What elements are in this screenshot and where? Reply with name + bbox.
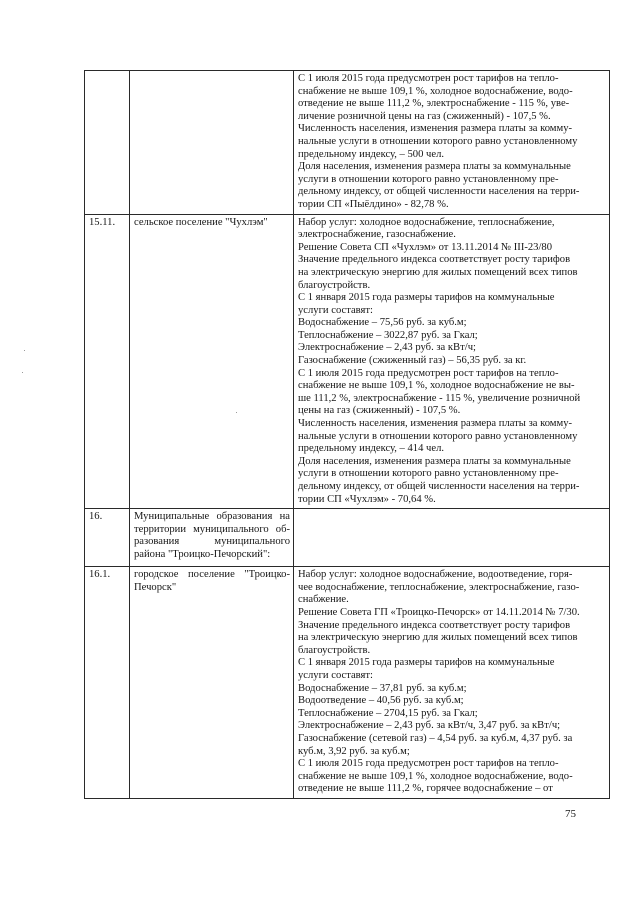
text-line: Теплоснабжение – 3022,87 руб. за Гкал; <box>298 329 478 341</box>
text-line: Водоотведение – 40,56 руб. за куб.м; <box>298 695 464 707</box>
text-line: Доля населения, изменения размера платы за коммунальные <box>298 161 571 173</box>
scan-speck <box>24 350 25 351</box>
text-line: отведение не выше 111,2 %, электроснабжение - 115 %, уве- <box>298 98 570 110</box>
text-line: Численность населения, изменения размера платы за комму- <box>298 418 573 430</box>
text-line: Электроснабжение – 2,43 руб. за кВт/ч; <box>298 342 476 354</box>
text-line: Водоснабжение – 75,56 руб. за куб.м; <box>298 317 467 329</box>
text-line: Численность населения, изменения размера платы за комму- <box>298 123 573 135</box>
text-line: дельному индексу, от общей численности населения на терри- <box>298 186 580 198</box>
text-line: услуги в отношении которого равно установленному пре- <box>298 173 559 185</box>
table-row <box>85 567 610 799</box>
text-line: предельному индексу, – 500 чел. <box>298 148 445 160</box>
text-line: Электроснабжение – 2,43 руб. за кВт/ч, 3,47 руб. за кВт/ч; <box>298 720 561 732</box>
text-line: ше 111,2 %, электроснабжение - 115 %, увеличение розничной <box>298 392 581 404</box>
text-line: благоустройств. <box>298 644 371 656</box>
table-row <box>85 214 610 509</box>
row-number-cell <box>85 71 130 215</box>
text-line: Доля населения, изменения размера платы за коммунальные <box>298 455 571 467</box>
text-line: куб.м, 3,92 руб. за куб.м; <box>298 745 410 757</box>
municipality-cell: Муниципальные образования на территории муниципального об-разования муниципального района "Троицко-Печорский": <box>130 509 294 567</box>
text-line: услуги составят: <box>298 304 373 316</box>
tariff-info-cell <box>294 71 610 215</box>
tariff-info-cell <box>294 214 610 509</box>
text-line: Теплоснабжение – 2704,15 руб. за Гкал; <box>298 707 478 719</box>
text-line: снабжение. <box>298 594 349 606</box>
text-line: снабжение не выше 109,1 %, холодное водоснабжение не вы- <box>298 380 575 392</box>
text-line: Значение предельного индекса соответствует росту тарифов <box>298 254 571 266</box>
municipality-cell <box>130 71 294 215</box>
text-line: Водоснабжение – 37,81 руб. за куб.м; <box>298 682 467 694</box>
row-number-cell: 16.1. <box>85 567 130 799</box>
table-row <box>85 509 610 567</box>
municipality-cell: сельское поселение "Чухлэм" <box>130 214 294 509</box>
row-number-cell: 15.11. <box>85 214 130 509</box>
page-number: 75 <box>565 808 576 820</box>
text-line: нальные услуги в отношении которого равно установленному <box>298 135 578 147</box>
text-line: нальные услуги в отношении которого равно установленному <box>298 430 578 442</box>
text-line: на электрическую энергию для жилых помещений всех типов <box>298 632 578 644</box>
text-line: Газоснабжение (сетевой газ) – 4,54 руб. за куб.м, 4,37 руб. за <box>298 732 573 744</box>
text-line: снабжение не выше 109,1 %, холодное водоснабжение, водо- <box>298 85 573 97</box>
text-line: тории СП «Пыёлдино» - 82,78 %. <box>298 198 449 210</box>
text-line: С 1 июля 2015 года предусмотрен рост тарифов на тепло- <box>298 758 559 770</box>
text-line: услуги составят: <box>298 669 373 681</box>
text-line: электроснабжение, газоснабжение. <box>298 229 456 241</box>
text-line: цены на газ (сжиженный) - 107,5 %. <box>298 405 461 417</box>
text-line: С 1 июля 2015 года предусмотрен рост тарифов на тепло- <box>298 367 559 379</box>
text-line: Набор услуг: холодное водоснабжение, водоотведение, горя- <box>298 569 573 581</box>
text-line: Значение предельного индекса соответствует росту тарифов <box>298 619 571 631</box>
text-line: С 1 июля 2015 года предусмотрен рост тарифов на тепло- <box>298 73 559 84</box>
table-row <box>85 71 610 215</box>
text-line: благоустройств. <box>298 279 371 291</box>
text-line: Решение Совета ГП «Троицко-Печорск» от 14.11.2014 № 7/30. <box>298 606 580 618</box>
scan-speck <box>236 412 237 413</box>
text-line: отведение не выше 111,2 %, горячее водоснабжение – от <box>298 783 553 795</box>
text-line: на электрическую энергию для жилых помещений всех типов <box>298 266 578 278</box>
scan-speck <box>22 372 23 373</box>
text-line: С 1 января 2015 года размеры тарифов на коммунальные <box>298 292 555 304</box>
text-line: снабжение не выше 109,1 %, холодное водоснабжение, водо- <box>298 770 573 782</box>
text-line: личение розничной цены на газ (сжиженный) - 107,5 %. <box>298 110 551 122</box>
text-line: Решение Совета СП «Чухлэм» от 13.11.2014 № III-23/80 <box>298 241 553 253</box>
tariff-info-cell <box>294 567 610 799</box>
text-line: дельному индексу, от общей численности населения на терри- <box>298 481 580 492</box>
text-line: Газоснабжение (сжиженный газ) – 56,35 руб. за кг. <box>298 355 527 367</box>
text-line: предельному индексу, – 414 чел. <box>298 443 445 455</box>
row-number-cell: 16. <box>85 509 130 567</box>
municipality-cell: городское поселение "Троицко-Печорск" <box>130 567 294 799</box>
text-line: тории СП «Чухлэм» - 70,64 %. <box>298 493 436 505</box>
tariff-info-cell <box>294 509 610 567</box>
text-line: чее водоснабжение, теплоснабжение, электроснабжение, газо- <box>298 581 580 593</box>
text-line: услуги в отношении которого равно установленному пре- <box>298 468 559 480</box>
tariff-table <box>84 70 610 799</box>
text-line: Набор услуг: холодное водоснабжение, теплоснабжение, <box>298 216 555 228</box>
text-line: С 1 января 2015 года размеры тарифов на коммунальные <box>298 657 555 669</box>
